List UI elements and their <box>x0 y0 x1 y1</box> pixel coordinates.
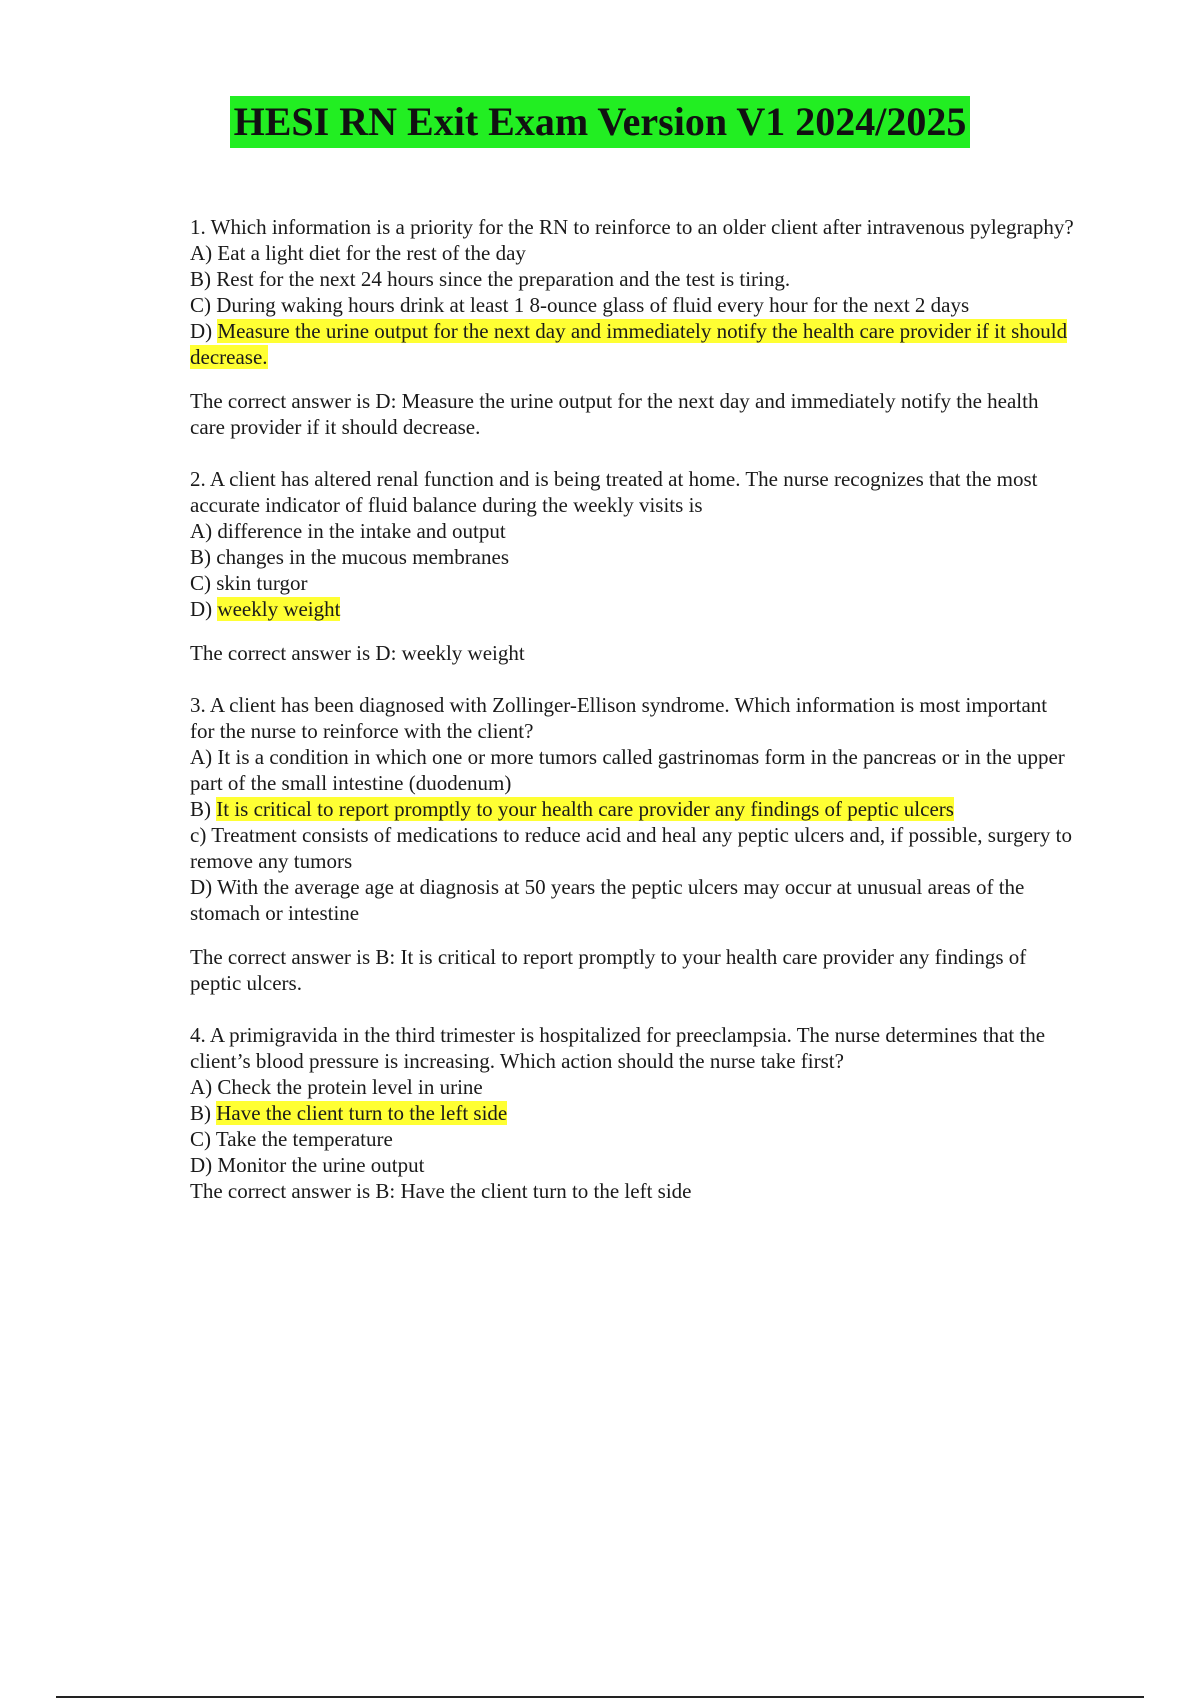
document-title: HESI RN Exit Exam Version V1 2024/2025 <box>230 96 971 148</box>
option-c <box>190 570 1075 596</box>
option-letter: A) <box>190 519 218 543</box>
highlighted-answer: Measure the urine output for the next day and immediately notify the health care provider if it should decrease. <box>190 319 1068 369</box>
question-list <box>190 214 1075 1230</box>
option-d <box>190 596 1075 622</box>
question-1 <box>190 214 1075 440</box>
option-letter: C) <box>190 571 217 595</box>
highlighted-answer: It is critical to report promptly to your health care provider any findings of peptic ulcers <box>216 797 954 821</box>
option-text: changes in the mucous membranes <box>216 545 509 569</box>
question-3 <box>190 692 1075 996</box>
highlighted-answer: Have the client turn to the left side <box>216 1101 508 1125</box>
option-d <box>190 318 1075 370</box>
option-text: Check the protein level in urine <box>217 1075 483 1099</box>
option-text: Treatment consists of medications to reduce acid and heal any peptic ulcers and, if possible, surgery to remove any tumors <box>190 823 1072 873</box>
option-letter: A) <box>190 241 218 265</box>
option-text: Rest for the next 24 hours since the preparation and the test is tiring. <box>216 267 791 291</box>
option-letter: C) <box>190 1127 216 1151</box>
option-text: skin turgor <box>216 571 308 595</box>
correct-answer: The correct answer is D: weekly weight <box>190 641 525 665</box>
option-letter: B) <box>190 545 217 569</box>
option-letter: D) <box>190 875 218 899</box>
option-d <box>190 874 1075 926</box>
question-stem: 2. A client has altered renal function and is being treated at home. The nurse recognizes that the most accurate indicator of fluid balance during the weekly visits is <box>190 467 1038 517</box>
option-b <box>190 266 1075 292</box>
option-letter: D) <box>190 319 218 343</box>
option-letter: A) <box>190 745 218 769</box>
question-4 <box>190 1022 1075 1204</box>
question-stem: 1. Which information is a priority for the RN to reinforce to an older client after intravenous pylegraphy? <box>190 215 1074 239</box>
option-letter: D) <box>190 1153 218 1177</box>
option-letter: c) <box>190 823 212 847</box>
option-text: difference in the intake and output <box>217 519 506 543</box>
option-a <box>190 518 1075 544</box>
footer-divider <box>56 1696 1144 1698</box>
option-a <box>190 1074 1075 1100</box>
option-b <box>190 544 1075 570</box>
option-a <box>190 744 1075 796</box>
correct-answer: The correct answer is B: Have the client turn to the left side <box>190 1179 692 1203</box>
option-b <box>190 1100 1075 1126</box>
option-letter: D) <box>190 597 218 621</box>
option-d <box>190 1152 1075 1178</box>
option-text: Take the temperature <box>215 1127 393 1151</box>
title-container <box>0 96 1200 148</box>
question-2 <box>190 466 1075 666</box>
question-stem: 4. A primigravida in the third trimester is hospitalized for preeclampsia. The nurse determines that the client’s blood pressure is increasing. Which action should the nurse take first? <box>190 1023 1046 1073</box>
option-letter: B) <box>190 1101 217 1125</box>
option-c <box>190 822 1075 874</box>
question-stem: 3. A client has been diagnosed with Zollinger-Ellison syndrome. Which information is most important for the nurse to reinforce with the client? <box>190 693 1048 743</box>
correct-answer: The correct answer is D: Measure the urine output for the next day and immediately notify the health care provider if it should decrease. <box>190 389 1039 439</box>
option-letter: B) <box>190 797 217 821</box>
highlighted-answer: weekly weight <box>217 597 341 621</box>
option-b <box>190 796 1075 822</box>
option-a <box>190 240 1075 266</box>
option-text: During waking hours drink at least 1 8-ounce glass of fluid every hour for the next 2 days <box>216 293 970 317</box>
option-text: Monitor the urine output <box>217 1153 425 1177</box>
option-text: It is a condition in which one or more tumors called gastrinomas form in the pancreas or in the upper part of the small intestine (duodenum) <box>190 745 1065 795</box>
correct-answer: The correct answer is B: It is critical to report promptly to your health care provider any findings of peptic ulcers. <box>190 945 1027 995</box>
option-letter: C) <box>190 293 217 317</box>
option-c <box>190 292 1075 318</box>
option-letter: B) <box>190 267 217 291</box>
option-text: Eat a light diet for the rest of the day <box>217 241 526 265</box>
option-c <box>190 1126 1075 1152</box>
option-letter: A) <box>190 1075 218 1099</box>
option-text: With the average age at diagnosis at 50 years the peptic ulcers may occur at unusual areas of the stomach or intestine <box>190 875 1025 925</box>
